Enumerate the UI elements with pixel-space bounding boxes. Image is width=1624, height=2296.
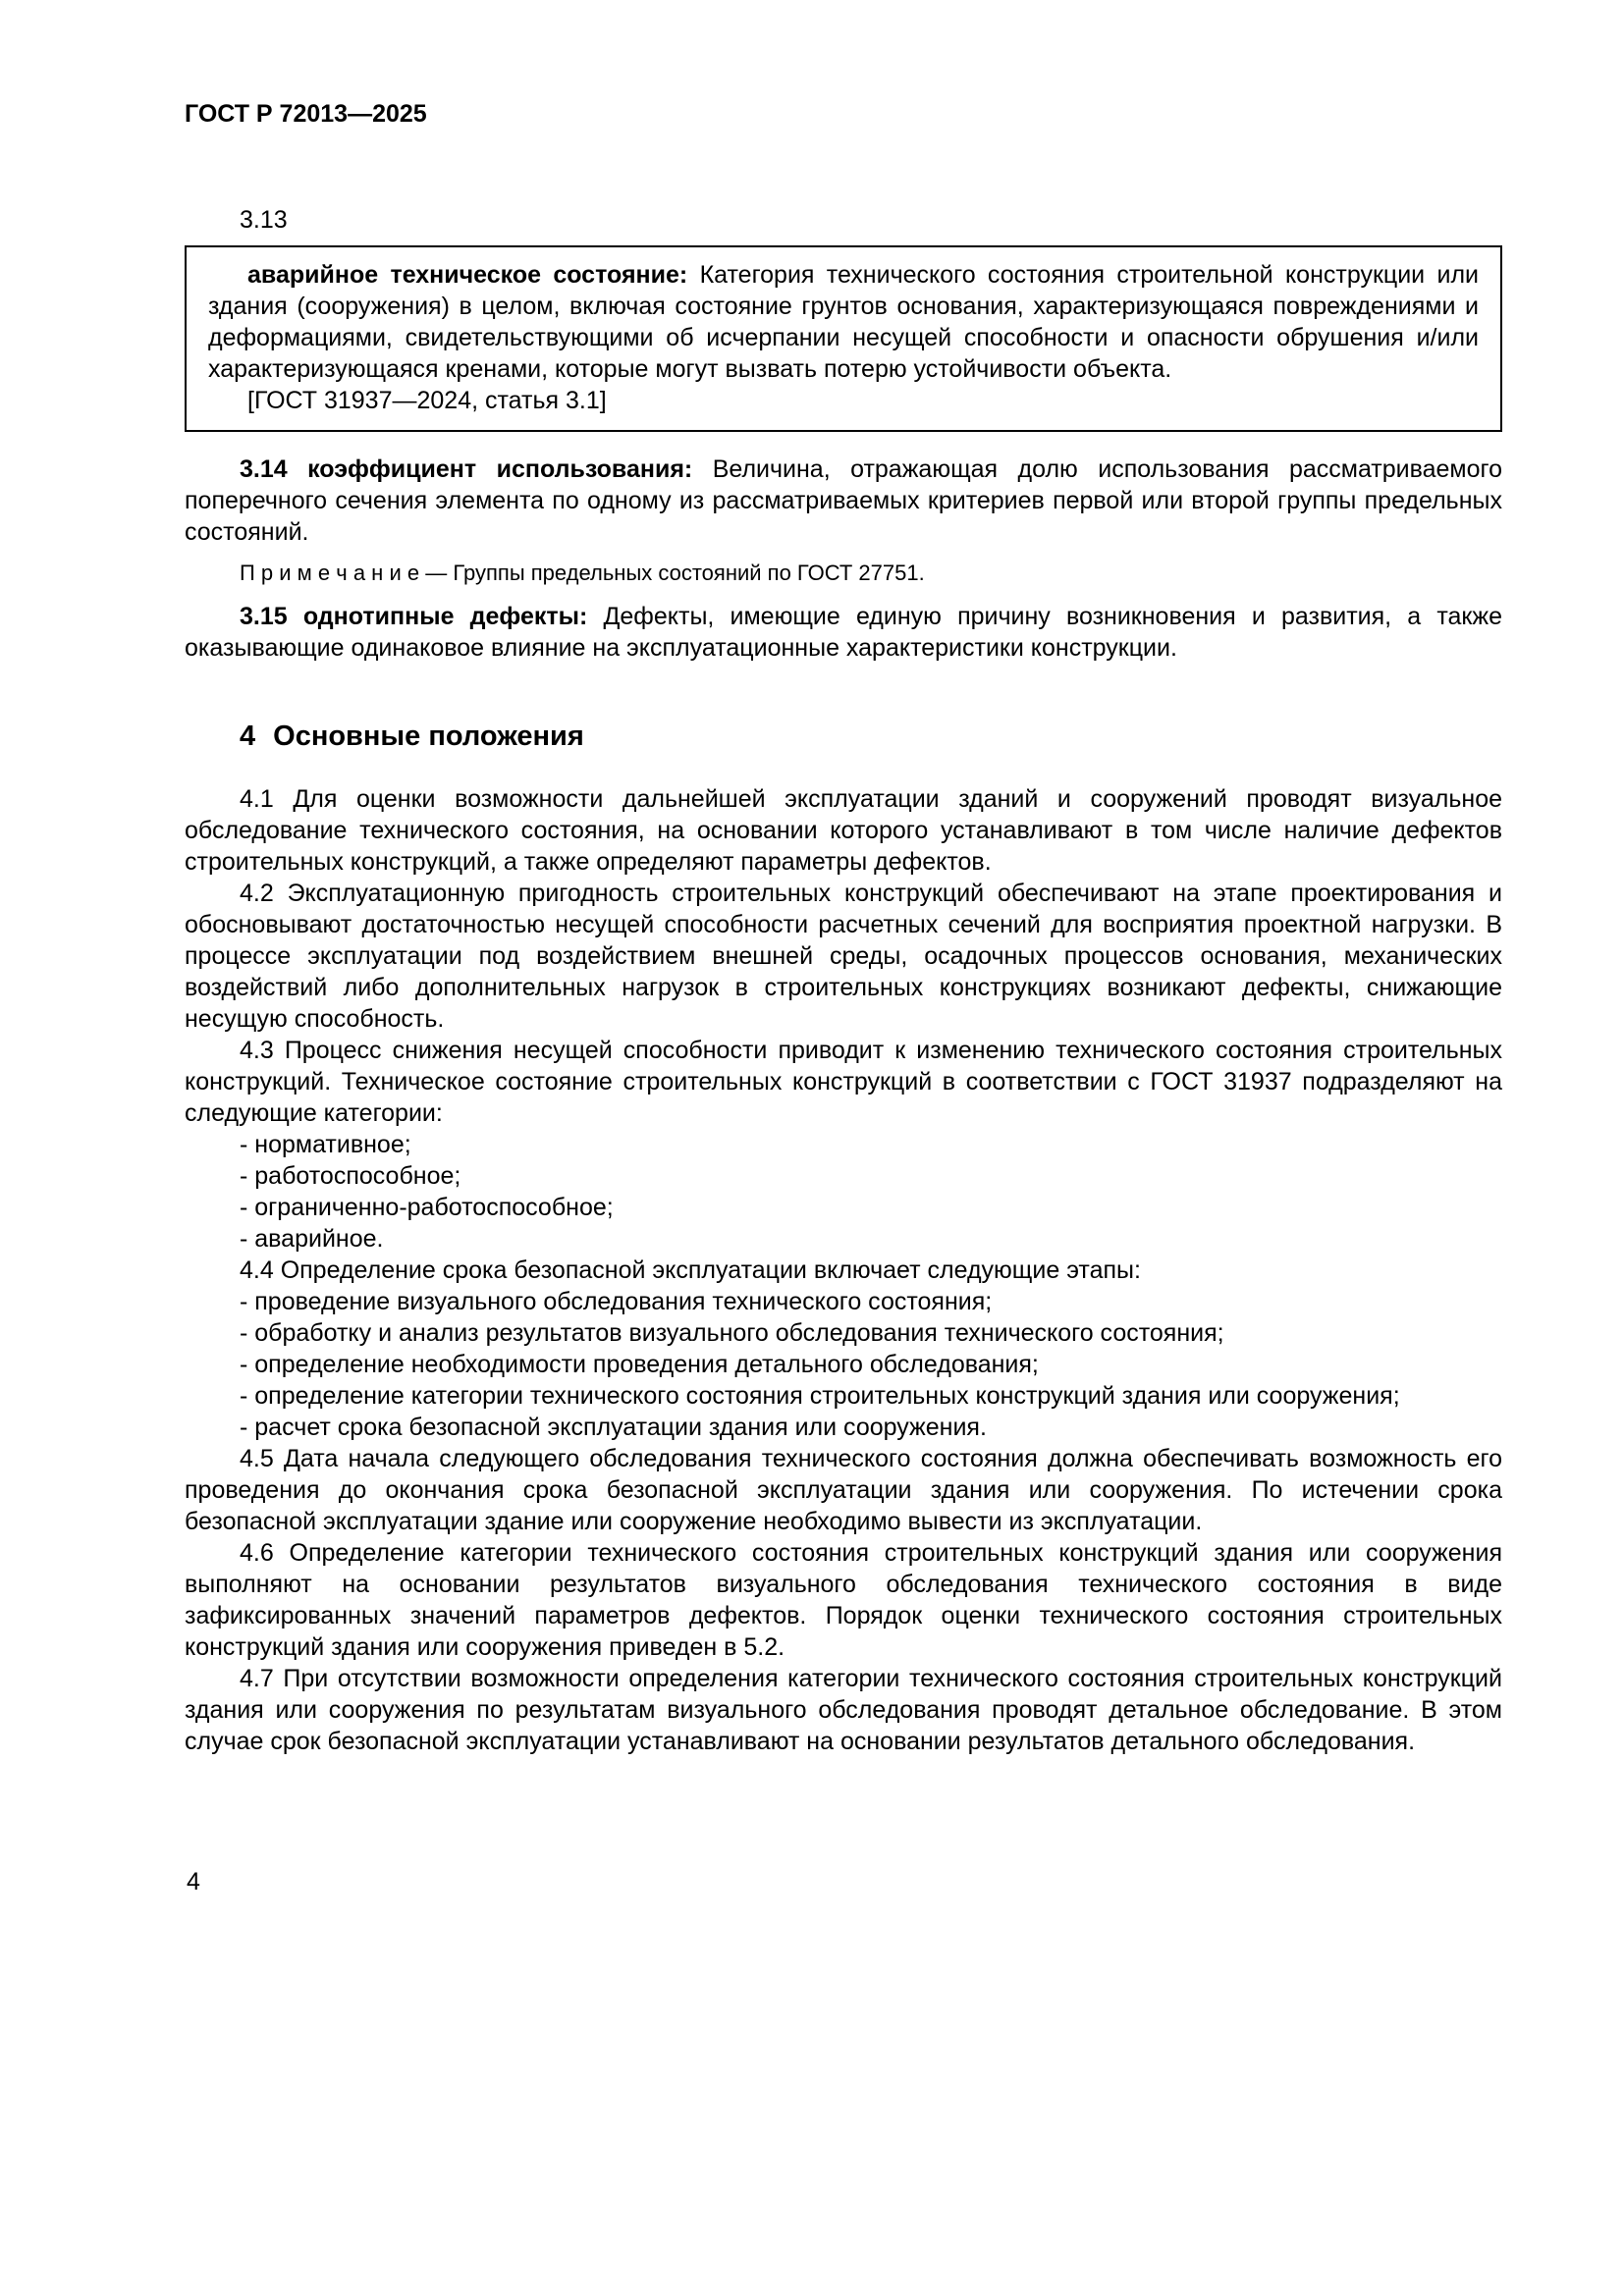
- clause-3-14-body: Величина, отражающая долю использования рассматриваемого поперечного сечения элемента по одному из рассматриваемых критериев первой или второй группы предельных состояний.: [185, 455, 1502, 546]
- list-item: - определение категории технического состояния строительных конструкций здания или сооружения;: [240, 1382, 1400, 1410]
- definition-box: [185, 245, 1502, 432]
- section-4-number: 4: [240, 721, 256, 752]
- page-number: 4: [187, 1868, 200, 1896]
- clause-3-14: [185, 454, 1502, 548]
- clause-3-15-body: Дефекты, имеющие единую причину возникновения и развития, а также оказывающие одинаковое влияние на эксплуатационные характеристики конструкции.: [185, 603, 1502, 662]
- section-4-heading: [185, 719, 1502, 754]
- list-item: - определение необходимости проведения детального обследования;: [240, 1351, 1039, 1378]
- note-label: П р и м е ч а н и е: [240, 561, 420, 585]
- clause-4-5: 4.5 Дата начала следующего обследования технического состояния должна обеспечивать возможность его проведения до окончания срока безопасной эксплуатации здания или сооружения. По истечении срока безопасной эксплуатации здание или сооружение необходимо вывести из эксплуатации.: [185, 1445, 1502, 1535]
- clause-3-14-term: коэффициент использования:: [307, 455, 693, 483]
- clause-4-3: 4.3 Процесс снижения несущей способности приводит к изменению технического состояния строительных конструкций. Техническое состояние строительных конструкций в соответствии с ГОСТ 31937 подразделяют на следующие категории:: [185, 1037, 1502, 1127]
- clause-3-15-term: однотипные дефекты:: [302, 603, 588, 630]
- page-content: [185, 98, 1502, 1757]
- list-item: - расчет срока безопасной эксплуатации здания или сооружения.: [240, 1414, 987, 1441]
- definition-paragraph: [208, 259, 1479, 385]
- note-body: — Группы предельных состояний по ГОСТ 27751.: [425, 561, 925, 585]
- clause-3-13-number: 3.13: [240, 206, 288, 234]
- clause-4-7: 4.7 При отсутствии возможности определения категории технического состояния строительных конструкций здания или сооружения по результатам визуального обследования проводят детальное обследование. В этом случае срок безопасной эксплуатации устанавливают на основании результатов детального обследования.: [185, 1665, 1502, 1755]
- definition-source: [ГОСТ 31937—2024, статья 3.1]: [247, 387, 607, 414]
- doc-code-header: ГОСТ Р 72013—2025: [185, 100, 427, 128]
- list-item: - нормативное;: [240, 1131, 411, 1158]
- clause-4-6: 4.6 Определение категории технического состояния строительных конструкций здания или сооружения выполняют на основании результатов визуального обследования технического состояния в виде зафиксированных значений параметров дефектов. Порядок оценки технического состояния строительных конструкций здания или сооружения приведен в 5.2.: [185, 1539, 1502, 1661]
- definition-body: Категория технического состояния строительной конструкции или здания (сооружения) в целом, включая состояние грунтов основания, характеризующаяся повреждениями и деформациями, свидетельствующими об исчерпании несущей способности и опасности обрушения и/или характеризующаяся кренами, которые могут вызвать потерю устойчивости объекта.: [208, 261, 1480, 383]
- clause-4-2: 4.2 Эксплуатационную пригодность строительных конструкций обеспечивают на этапе проектирования и обосновывают достаточностью несущей способности расчетных сечений для восприятия проектной нагрузки. В процессе эксплуатации под воздействием внешней среды, осадочных процессов основания, механических воздействий либо дополнительных нагрузок в строительных конструкциях возникают дефекты, снижающие несущую способность.: [185, 880, 1502, 1033]
- clause-3-15: [185, 601, 1502, 664]
- note-paragraph: [185, 560, 1502, 587]
- list-item: - обработку и анализ результатов визуального обследования технического состояния;: [240, 1319, 1224, 1347]
- list-item: - работоспособное;: [240, 1162, 461, 1190]
- clause-4-1: 4.1 Для оценки возможности дальнейшей эксплуатации зданий и сооружений проводят визуальное обследование технического состояния, на основании которого устанавливают в том числе наличие дефектов строительных конструкций, а также определяют параметры дефектов.: [185, 785, 1502, 876]
- clause-3-14-number: 3.14: [240, 455, 288, 483]
- definition-term: аварийное техническое состояние:: [247, 261, 688, 289]
- clause-4-4: 4.4 Определение срока безопасной эксплуатации включает следующие этапы:: [240, 1256, 1141, 1284]
- list-item: - аварийное.: [240, 1225, 384, 1253]
- section-4-title: Основные положения: [273, 721, 584, 752]
- clause-3-15-number: 3.15: [240, 603, 288, 630]
- list-item: - ограниченно-работоспособное;: [240, 1194, 614, 1221]
- list-item: - проведение визуального обследования технического состояния;: [240, 1288, 993, 1315]
